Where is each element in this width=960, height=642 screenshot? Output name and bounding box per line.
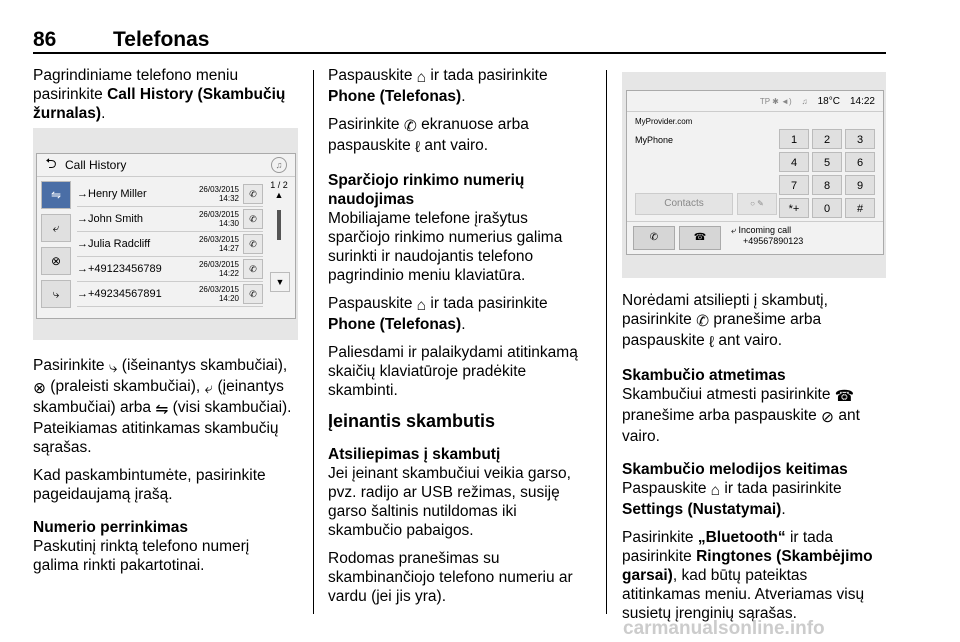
reject-button[interactable]: ☎ (679, 226, 721, 250)
call-history-screenshot (33, 128, 298, 340)
column-divider-1 (313, 70, 314, 614)
history-paragraph: Pasirinkite ⤷ (išeinantys skambučiai), ⊗ (praleisti skambučiai), ⤶ (įeinantys skambučiai) arba ⇋ (visi skambučiai). Pateikiamas atitinkamas skambučių sąrašas. (33, 357, 292, 456)
voice-mute-icon[interactable]: ○ ✎ (737, 193, 777, 215)
list-item[interactable]: →Julia Radcliff 26/03/2015 14:27 ✆ (77, 232, 263, 257)
status-icons: TP ✱ ◄) (759, 96, 792, 106)
dial-key[interactable]: *+ (779, 198, 809, 218)
page-title: Telefonas (113, 28, 210, 51)
dial-key[interactable]: 3 (845, 129, 875, 149)
answer-paragraph: Jei įeinant skambučiui veikia garso, pvz. radijo ar USB režimas, susiję garso šaltinis nutildomas iki skambučio pabaigos. (328, 465, 571, 539)
voice-icon: ℓ (709, 334, 715, 351)
outgoing-calls-icon[interactable]: ⤷ (41, 280, 71, 308)
all-calls-icon: ⇋ (155, 401, 169, 418)
phone-icon: ✆ (403, 118, 417, 135)
contacts-button[interactable]: Contacts (635, 193, 733, 215)
temperature: 18°C (817, 95, 840, 107)
dial-key[interactable]: 5 (812, 152, 842, 172)
answer-button[interactable]: ✆ (633, 226, 675, 250)
speed-dial-hold-paragraph: Paliesdami ir palaikydami atitinkamą skaičių klaviatūroje pradėkite skambinti. (328, 344, 578, 399)
dial-key[interactable]: 4 (779, 152, 809, 172)
column-1 (33, 66, 298, 132)
redial-heading: Numerio perrinkimas (33, 519, 189, 536)
answer-instructions: Norėdami atsiliepti į skambutį, pasirinkite ✆ pranešime arba paspauskite ℓ ant vairo. (622, 292, 828, 351)
phone-screen (626, 90, 884, 255)
call-filter-buttons (41, 181, 69, 313)
call-history-screen (36, 153, 296, 319)
scrollbar[interactable] (270, 180, 288, 292)
phone-paragraph-2: Pasirinkite ✆ ekranuose arba paspauskite ℓ ant vairo. (328, 116, 529, 156)
list-item[interactable]: →+49234567891 26/03/2015 14:20 ✆ (77, 282, 263, 307)
back-arrow-icon[interactable]: ⮌ (45, 155, 57, 171)
watermark: carmanualsonline.info (623, 618, 825, 639)
home-icon: ⌂ (710, 482, 721, 499)
incoming-number: +49567890123 (743, 236, 804, 246)
note-icon[interactable]: ♫ (801, 96, 808, 106)
dial-key[interactable]: 7 (779, 175, 809, 195)
dial-key[interactable]: # (845, 198, 875, 218)
call-paragraph: Kad paskambintumėte, pasirinkite pageidaujamą įrašą. (33, 467, 266, 503)
list-item[interactable]: →John Smith 26/03/2015 14:30 ✆ (77, 207, 263, 232)
phone-paragraph-1: Paspauskite ⌂ ir tada pasirinkite Phone (Telefonas). (328, 67, 548, 105)
status-bar (627, 91, 883, 112)
phone-paragraph-3: Paspauskite ⌂ ir tada pasirinkite Phone (Telefonas). (328, 295, 548, 333)
page-indicator: 1 / 2 (270, 180, 288, 190)
home-icon: ⌂ (416, 297, 427, 314)
scroll-up-icon[interactable]: ▲ (274, 190, 284, 200)
column-3 (622, 291, 886, 632)
column-divider-2 (606, 70, 607, 614)
dial-key[interactable]: 8 (812, 175, 842, 195)
speed-dial-paragraph: Mobiliajame telefone įrašytus sparčiojo rinkimo numerius galima surinkti ir naudojantis telefono pagrindinio meniu klaviatūra. (328, 210, 563, 284)
missed-calls-icon[interactable]: ⊗ (41, 247, 71, 275)
call-icon[interactable]: ✆ (243, 234, 263, 254)
incoming-label: ⤶ Incoming call (731, 225, 792, 235)
call-icon[interactable]: ✆ (243, 259, 263, 279)
intro-paragraph: Pagrindiniame telefono meniu pasirinkite Call History (Skambučių žurnalas). (33, 67, 286, 122)
all-calls-icon[interactable]: ⇋ (41, 181, 71, 209)
call-history-list (77, 182, 263, 307)
reject-heading: Skambučio atmetimas (622, 367, 786, 384)
call-icon[interactable]: ✆ (243, 184, 263, 204)
provider-name: MyProvider.com (635, 117, 693, 126)
answer-paragraph-2: Rodomas pranešimas su skambinančiojo telefono numeriu ar vardu (jei jis yra). (328, 550, 573, 605)
outgoing-calls-icon: ⤷ (108, 359, 118, 376)
header-rule (33, 52, 886, 54)
column-1-lower (33, 356, 298, 584)
bluetooth-paragraph: Pasirinkite „Bluetooth“ ir tada pasirinkite Ringtones (Skambėjimo garsai), kad būtų pateiktas atitinkamas meniu. Atveriamas visų susietų įrenginių sąrašas. (622, 529, 873, 622)
missed-calls-icon: ⊗ (33, 380, 46, 397)
note-icon[interactable]: ♫ (271, 157, 287, 173)
redial-paragraph: Paskutinį rinktą telefono numerį galima rinkti pakartotinai. (33, 538, 250, 574)
ringtone-paragraph: Paspauskite ⌂ ir tada pasirinkite Settings (Nustatymai). (622, 480, 842, 518)
voice-icon: ℓ (415, 139, 421, 156)
incoming-call-screenshot (622, 72, 886, 278)
call-icon[interactable]: ✆ (243, 284, 263, 304)
home-icon: ⌂ (416, 69, 427, 86)
call-history-title: Call History (65, 158, 127, 172)
list-item[interactable]: →Henry Miller 26/03/2015 14:32 ✆ (77, 182, 263, 207)
ringtone-heading: Skambučio melodijos keitimas (622, 461, 848, 478)
speed-dial-heading: Sparčiojo rinkimo numerių naudojimas (328, 172, 525, 208)
answer-heading: Atsiliepimas į skambutį (328, 446, 501, 463)
incoming-call-bar (627, 221, 883, 255)
dial-key[interactable]: 2 (812, 129, 842, 149)
incoming-calls-icon: ⤶ (204, 380, 214, 397)
dial-key[interactable]: 6 (845, 152, 875, 172)
column-2 (328, 66, 593, 615)
dial-pad (779, 129, 875, 218)
incoming-call-info (731, 225, 803, 247)
dial-key[interactable]: 1 (779, 129, 809, 149)
incoming-call-heading: Įeinantis skambutis (328, 411, 496, 431)
clock: 14:22 (849, 95, 875, 107)
reject-paragraph: Skambučiui atmesti pasirinkite ☎ pranešime arba paspauskite ⊘ ant vairo. (622, 386, 860, 445)
dial-key[interactable]: 9 (845, 175, 875, 195)
call-icon[interactable]: ✆ (243, 209, 263, 229)
phone-name: MyPhone (635, 135, 674, 145)
phone-icon: ✆ (696, 313, 710, 330)
call-history-title-bar (37, 154, 295, 177)
page-number: 86 (33, 28, 57, 51)
incoming-calls-icon[interactable]: ⤶ (41, 214, 71, 242)
list-item[interactable]: →+49123456789 26/03/2015 14:22 ✆ (77, 257, 263, 282)
hang-up-icon: ☎ (834, 388, 855, 405)
end-call-icon: ⊘ (821, 409, 835, 426)
scroll-thumb[interactable] (277, 210, 281, 240)
scroll-down-icon[interactable]: ▼ (270, 272, 290, 292)
dial-key[interactable]: 0 (812, 198, 842, 218)
